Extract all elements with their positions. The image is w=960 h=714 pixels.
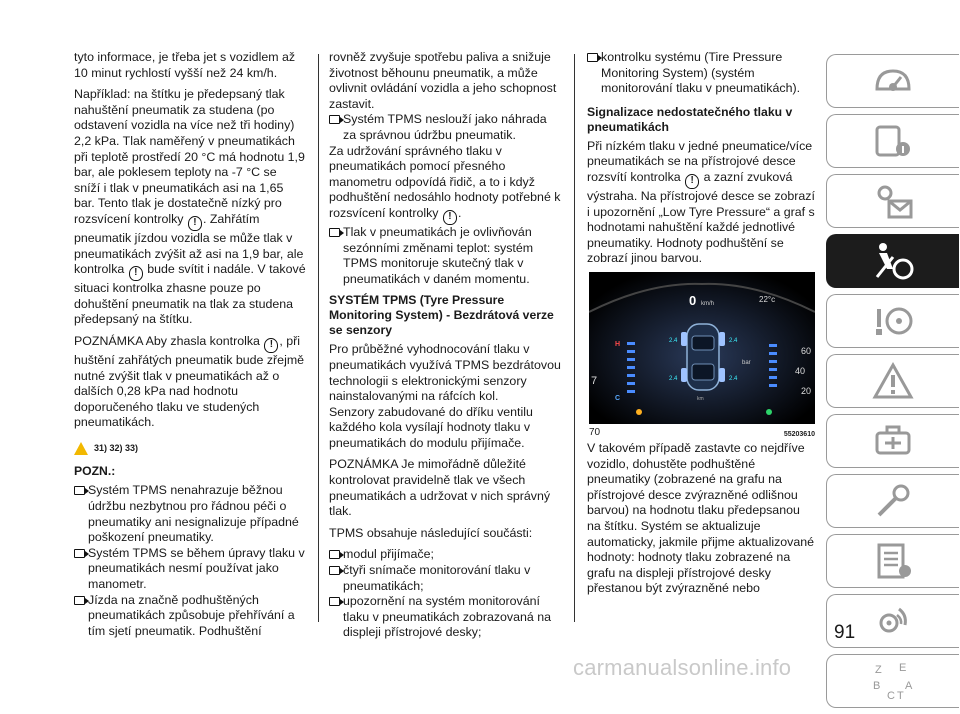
section-heading: Signalizace nedostatečného tlaku v pneumatikách	[587, 104, 793, 134]
paragraph: Za udržování správného tlaku v pneumatikách pomocí přesného manometru odpovídá řidič, a to i když podhuštění nedosáhlo hodnoty potřebné k rozsvícení kontrolky ! .	[329, 144, 561, 225]
tpms-warning-icon: !	[443, 210, 457, 225]
index-icon	[871, 659, 915, 703]
tachometer-number: 7	[591, 375, 598, 387]
pressure-value: 2.4	[729, 338, 738, 344]
bullet-icon	[329, 566, 340, 575]
sidebar-tab-safety[interactable]	[826, 234, 959, 288]
bullet-icon	[74, 549, 85, 558]
sidebar-tab-maintenance[interactable]	[826, 474, 959, 528]
tpms-warning-icon: !	[264, 338, 278, 353]
list-item: kontrolku systému (Tire Pressure Monitoring System) (systém monitorování tlaku v pneumatikách).	[587, 50, 817, 97]
indicator-light-icon	[766, 409, 772, 415]
list-item: Systém TPMS nenahrazuje běžnou údržbu nezbytnou pro řádnou péči o pneumatiky ani nesignalizuje případné poškození pneumatiky.	[74, 483, 306, 545]
emergency-icon	[871, 419, 915, 463]
figure-code: 55203610	[783, 431, 815, 438]
pressure-value: 2.4	[669, 376, 678, 382]
figure-caption	[589, 427, 815, 438]
speed-value: 0	[689, 293, 697, 308]
temperature: 22°c	[759, 295, 776, 304]
warning-references: 31) 32) 33)	[74, 441, 306, 457]
sidebar-tab-warning-lights[interactable]	[826, 354, 959, 408]
section-heading: POZN.:	[74, 464, 116, 479]
paragraph: Při nízkém tlaku v jedné pneumatice/více pneumatikách se na přístrojové desce rozsvítí kontrolka ! a zazní zvuková výstraha. Na přístrojové desce se zobrazí i upozornění „Low Tyre Pressure“ a graf s hodnotami nahuštění každé jednotlivé pneumatiky. Hodnoty podhuštění se zobrazí jinou barvou.	[587, 138, 815, 266]
car-top-view-icon	[681, 324, 725, 390]
index-letter: A	[905, 680, 913, 692]
warning-lights-icon	[871, 359, 915, 403]
pressure-value: 2.4	[729, 376, 738, 382]
index-letter: E	[899, 662, 907, 674]
speedometer-number: 40	[795, 366, 806, 376]
chapter-sidebar	[826, 54, 960, 714]
sidebar-tab-specifications[interactable]	[826, 534, 959, 588]
paragraph-example: Například: na štítku je předepsaný tlak nahuštění pneumatik za studena (po odstavení vozidla na více než tři hodiny) 2,2 kPa. Tlak naměřený v pneumatikách při teplotě prostředí 20 °C má hodnotu 1,9 bar, ale poklesem teploty na -7 °C se sníží i tlak v pneumatikách asi na 1,65 bar. Tento tlak je dostatečně nízký pro rozsvícení kontrolky ! . Zahřátím pneumatik jízdou vozidla se může tlak v pneumatikách zvýšit až asi na 1,9 bar, ale kontrolka ! bude svítit i nadále. V takové situaci kontrolka zhasne pouze po dohuštění pneumatik na tlak za studena předepsaný na štítku.	[74, 87, 306, 327]
sidebar-tab-emergency[interactable]	[826, 414, 959, 468]
driving-icon	[871, 299, 915, 343]
gauge-h-label: H	[615, 341, 621, 348]
lights-weather-icon	[871, 179, 915, 223]
watermark: carmanualsonline.info	[573, 655, 792, 680]
column-3-lower	[587, 441, 817, 603]
car-info-icon	[871, 119, 915, 163]
index-letter: B	[873, 680, 881, 692]
list-item: Jízda na značně podhuštěných pneumatikách způsobuje přehřívání a tím sjetí pneumatik. Podhuštění	[74, 593, 306, 640]
bullet-icon	[74, 486, 85, 495]
paragraph: tyto informace, je třeba jet s vozidlem až 10 minut rychlostí vyšší než 24 km/h.	[74, 50, 296, 80]
column-divider	[318, 54, 319, 622]
specifications-icon	[871, 539, 915, 583]
tpms-warning-icon: !	[129, 266, 143, 281]
list-item: upozornění na systém monitorování tlaku v pneumatikách zobrazovaná na displeji přístrojové desky;	[329, 594, 561, 641]
safety-airbag-icon	[871, 239, 915, 283]
speedometer-number: 60	[801, 346, 812, 356]
bullet-icon	[329, 597, 340, 606]
column-1	[74, 50, 306, 639]
sidebar-tab-dashboard[interactable]	[826, 54, 959, 108]
paragraph-note: POZNÁMKA Je mimořádně důležité kontrolovat pravidelně tlak ve všech pneumatikách a udržovat v nich správný tlak.	[329, 457, 551, 519]
speed-unit: km/h	[701, 301, 715, 307]
maintenance-icon	[871, 479, 915, 523]
paragraph: TPMS obsahuje následující součásti:	[329, 525, 533, 540]
tpms-warning-icon: !	[188, 216, 202, 231]
list-item: modul přijímače;	[329, 547, 561, 563]
speedometer-number: 20	[801, 386, 812, 396]
page-number: 91	[834, 622, 856, 643]
column-divider	[574, 54, 575, 622]
bullet-icon	[587, 53, 598, 62]
instrument-cluster-photo	[589, 272, 815, 424]
column-2	[329, 50, 561, 641]
figure-number: 70	[589, 427, 601, 438]
sidebar-tab-lights-weather[interactable]	[826, 174, 959, 228]
column-3	[587, 50, 817, 273]
paragraph: Pro průběžné vyhodnocování tlaku v pneumatikách využívá TPMS bezdrátovou technologii s elektronickými senzory nainstalovanými na ráfcích kol.	[329, 342, 561, 404]
paragraph: Senzory zabudované do dříku ventilu každého kola vysílají hodnoty tlaku v pneumatikách do modulu přijímače.	[329, 404, 533, 450]
list-item: Tlak v pneumatikách je ovlivňován sezónními změnami teplot: systém TPMS monitoruje skutečný tlak v pneumatikách v daném momentu.	[329, 225, 561, 287]
list-item: Systém TPMS neslouží jako náhrada za správnou údržbu pneumatik.	[329, 112, 561, 143]
bullet-icon	[329, 228, 340, 237]
paragraph-note: POZNÁMKA Aby zhasla kontrolka ! , při huštění zahřátých pneumatik bude zřejmě nutné zvýšit tlak v pneumatikách až o dalších 0,28 kPa nad hodnotu doporučeného tlaku ve studených pneumatikách.	[74, 333, 305, 430]
section-heading: SYSTÉM TPMS (Tyre Pressure Monitoring System) - Bezdrátová verze se senzory	[329, 293, 554, 338]
bullet-icon	[329, 550, 340, 559]
warning-triangle-icon	[74, 442, 88, 455]
pressure-value: 2.4	[669, 338, 678, 344]
bar-unit: bar	[742, 360, 751, 366]
sidebar-tab-car-info[interactable]	[826, 114, 959, 168]
dashboard-icon	[871, 59, 915, 103]
paragraph: V takovém případě zastavte co nejdříve vozidlo, dohustěte podhuštěné pneumatiky (zobrazené na grafu na přístrojové desce zvýrazněné odlišnou barvou) na hodnotu tlaku předepsanou na štítku. Systém se aktualizuje automaticky, jakmile přijme aktualizované hodnoty: hodnoty tlaku zobrazené na grafu na displeji přístrojové desky přestanou být zvýrazněné nebo	[587, 441, 815, 596]
index-letter: T	[897, 690, 904, 702]
index-letter: Z	[875, 664, 882, 676]
sidebar-tab-driving[interactable]	[826, 294, 959, 348]
indicator-light-icon	[636, 409, 642, 415]
tpms-warning-icon: !	[685, 174, 699, 189]
sidebar-tab-index[interactable]	[826, 654, 959, 708]
paragraph: rovněž zvyšuje spotřebu paliva a snižuje životnost běhounu pneumatik, a může ovlivnit ovládání vozidla a jeho schopnost zastavit.	[329, 50, 557, 111]
km-unit: km	[697, 396, 704, 402]
bullet-icon	[329, 115, 340, 124]
gauge-c-label: C	[615, 395, 621, 402]
list-item: Systém TPMS se během úpravy tlaku v pneumatikách nesmí používat jako manometr.	[74, 546, 306, 593]
multimedia-icon	[871, 599, 915, 643]
index-letter: C	[887, 690, 895, 702]
list-item: čtyři snímače monitorování tlaku v pneumatikách;	[329, 563, 561, 594]
cluster-graphic	[589, 272, 815, 424]
bullet-icon	[74, 596, 85, 605]
